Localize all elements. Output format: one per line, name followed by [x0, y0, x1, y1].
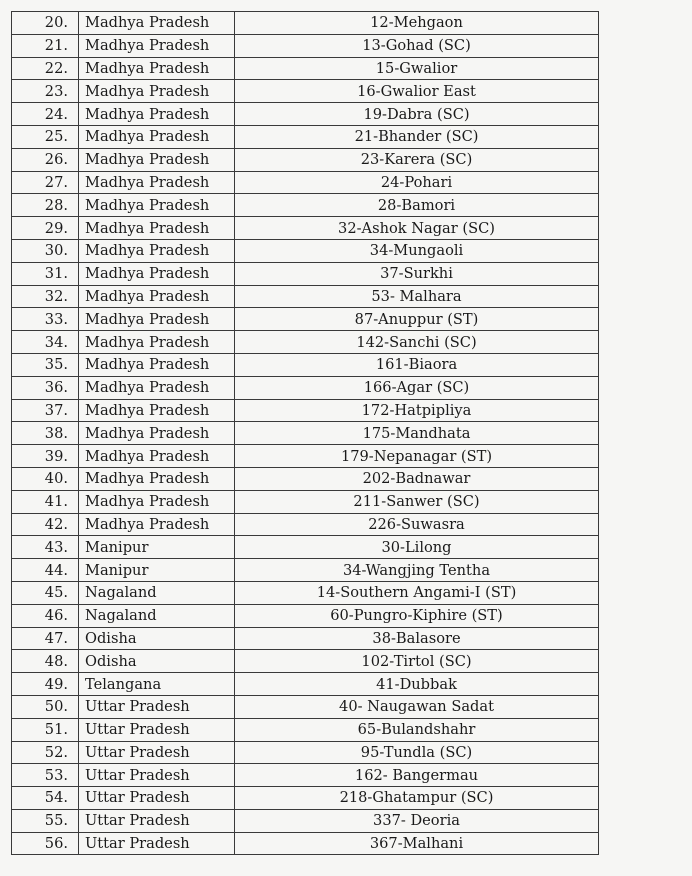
state-cell: Madhya Pradesh	[79, 103, 235, 126]
serial-number-cell: 40.	[12, 467, 79, 490]
constituency-cell: 14-Southern Angami-I (ST)	[235, 581, 599, 604]
constituency-cell: 95-Tundla (SC)	[235, 741, 599, 764]
serial-number-cell: 29.	[12, 217, 79, 240]
constituency-cell: 142-Sanchi (SC)	[235, 331, 599, 354]
constituency-cell: 24-Pohari	[235, 171, 599, 194]
table-row	[12, 695, 599, 718]
table-row	[12, 148, 599, 171]
state-cell: Madhya Pradesh	[79, 217, 235, 240]
state-cell: Madhya Pradesh	[79, 80, 235, 103]
state-cell: Madhya Pradesh	[79, 262, 235, 285]
constituency-cell: 65-Bulandshahr	[235, 718, 599, 741]
constituency-cell: 367-Malhani	[235, 832, 599, 855]
state-cell: Madhya Pradesh	[79, 125, 235, 148]
table-row	[12, 353, 599, 376]
table-row	[12, 787, 599, 810]
serial-number-cell: 20.	[12, 12, 79, 35]
constituency-cell: 175-Mandhata	[235, 422, 599, 445]
constituency-cell: 162- Bangermau	[235, 764, 599, 787]
constituency-cell: 179-Nepanagar (ST)	[235, 445, 599, 468]
state-cell: Odisha	[79, 627, 235, 650]
state-cell: Uttar Pradesh	[79, 741, 235, 764]
state-cell: Madhya Pradesh	[79, 376, 235, 399]
serial-number-cell: 35.	[12, 353, 79, 376]
table-row	[12, 581, 599, 604]
constituency-cell: 202-Badnawar	[235, 467, 599, 490]
table-row	[12, 285, 599, 308]
table-body	[12, 12, 599, 855]
table-row	[12, 57, 599, 80]
serial-number-cell: 37.	[12, 399, 79, 422]
state-cell: Madhya Pradesh	[79, 148, 235, 171]
table-row	[12, 125, 599, 148]
table-row	[12, 673, 599, 696]
serial-number-cell: 55.	[12, 809, 79, 832]
table-row	[12, 490, 599, 513]
serial-number-cell: 47.	[12, 627, 79, 650]
state-cell: Uttar Pradesh	[79, 787, 235, 810]
state-cell: Madhya Pradesh	[79, 331, 235, 354]
serial-number-cell: 54.	[12, 787, 79, 810]
constituency-cell: 60-Pungro-Kiphire (ST)	[235, 604, 599, 627]
state-cell: Madhya Pradesh	[79, 239, 235, 262]
serial-number-cell: 21.	[12, 34, 79, 57]
table-row	[12, 194, 599, 217]
state-cell: Madhya Pradesh	[79, 57, 235, 80]
serial-number-cell: 51.	[12, 718, 79, 741]
serial-number-cell: 49.	[12, 673, 79, 696]
constituency-cell: 102-Tirtol (SC)	[235, 650, 599, 673]
constituency-cell: 172-Hatpipliya	[235, 399, 599, 422]
constituency-cell: 21-Bhander (SC)	[235, 125, 599, 148]
serial-number-cell: 36.	[12, 376, 79, 399]
table-row	[12, 764, 599, 787]
state-cell: Madhya Pradesh	[79, 422, 235, 445]
table-row	[12, 103, 599, 126]
table-row	[12, 80, 599, 103]
constituency-cell: 41-Dubbak	[235, 673, 599, 696]
serial-number-cell: 30.	[12, 239, 79, 262]
state-cell: Madhya Pradesh	[79, 445, 235, 468]
serial-number-cell: 32.	[12, 285, 79, 308]
constituency-cell: 23-Karera (SC)	[235, 148, 599, 171]
serial-number-cell: 56.	[12, 832, 79, 855]
constituency-cell: 38-Balasore	[235, 627, 599, 650]
state-cell: Telangana	[79, 673, 235, 696]
constituency-cell: 211-Sanwer (SC)	[235, 490, 599, 513]
state-cell: Madhya Pradesh	[79, 12, 235, 35]
table-row	[12, 445, 599, 468]
constituency-cell: 19-Dabra (SC)	[235, 103, 599, 126]
table-row	[12, 627, 599, 650]
table-row	[12, 809, 599, 832]
constituency-cell: 166-Agar (SC)	[235, 376, 599, 399]
constituency-cell: 34-Wangjing Tentha	[235, 559, 599, 582]
serial-number-cell: 26.	[12, 148, 79, 171]
serial-number-cell: 34.	[12, 331, 79, 354]
table-row	[12, 308, 599, 331]
constituency-cell: 28-Bamori	[235, 194, 599, 217]
serial-number-cell: 44.	[12, 559, 79, 582]
constituency-cell: 15-Gwalior	[235, 57, 599, 80]
serial-number-cell: 25.	[12, 125, 79, 148]
serial-number-cell: 46.	[12, 604, 79, 627]
state-cell: Nagaland	[79, 581, 235, 604]
state-cell: Odisha	[79, 650, 235, 673]
constituency-table	[11, 11, 599, 855]
state-cell: Madhya Pradesh	[79, 194, 235, 217]
serial-number-cell: 27.	[12, 171, 79, 194]
constituency-cell: 53- Malhara	[235, 285, 599, 308]
table-row	[12, 239, 599, 262]
table-row	[12, 513, 599, 536]
constituency-cell: 218-Ghatampur (SC)	[235, 787, 599, 810]
table-row	[12, 376, 599, 399]
serial-number-cell: 50.	[12, 695, 79, 718]
constituency-cell: 87-Anuppur (ST)	[235, 308, 599, 331]
table-row	[12, 559, 599, 582]
constituency-cell: 32-Ashok Nagar (SC)	[235, 217, 599, 240]
table-row	[12, 34, 599, 57]
constituency-cell: 30-Lilong	[235, 536, 599, 559]
serial-number-cell: 22.	[12, 57, 79, 80]
table-row	[12, 262, 599, 285]
state-cell: Uttar Pradesh	[79, 764, 235, 787]
state-cell: Madhya Pradesh	[79, 513, 235, 536]
table-row	[12, 650, 599, 673]
state-cell: Nagaland	[79, 604, 235, 627]
state-cell: Madhya Pradesh	[79, 171, 235, 194]
serial-number-cell: 39.	[12, 445, 79, 468]
state-cell: Madhya Pradesh	[79, 399, 235, 422]
table-row	[12, 171, 599, 194]
serial-number-cell: 28.	[12, 194, 79, 217]
constituency-cell: 37-Surkhi	[235, 262, 599, 285]
serial-number-cell: 53.	[12, 764, 79, 787]
serial-number-cell: 38.	[12, 422, 79, 445]
table-row	[12, 604, 599, 627]
table-row	[12, 718, 599, 741]
serial-number-cell: 31.	[12, 262, 79, 285]
state-cell: Madhya Pradesh	[79, 467, 235, 490]
table-row	[12, 12, 599, 35]
constituency-cell: 12-Mehgaon	[235, 12, 599, 35]
serial-number-cell: 42.	[12, 513, 79, 536]
serial-number-cell: 52.	[12, 741, 79, 764]
table-row	[12, 467, 599, 490]
constituency-cell: 337- Deoria	[235, 809, 599, 832]
serial-number-cell: 23.	[12, 80, 79, 103]
state-cell: Uttar Pradesh	[79, 718, 235, 741]
serial-number-cell: 43.	[12, 536, 79, 559]
constituency-cell: 161-Biaora	[235, 353, 599, 376]
table-row	[12, 536, 599, 559]
serial-number-cell: 45.	[12, 581, 79, 604]
state-cell: Madhya Pradesh	[79, 34, 235, 57]
table-row	[12, 832, 599, 855]
constituency-cell: 40- Naugawan Sadat	[235, 695, 599, 718]
table-row	[12, 331, 599, 354]
constituency-cell: 16-Gwalior East	[235, 80, 599, 103]
constituency-cell: 226-Suwasra	[235, 513, 599, 536]
table-row	[12, 422, 599, 445]
table-row	[12, 741, 599, 764]
state-cell: Madhya Pradesh	[79, 308, 235, 331]
state-cell: Uttar Pradesh	[79, 809, 235, 832]
state-cell: Manipur	[79, 536, 235, 559]
state-cell: Uttar Pradesh	[79, 832, 235, 855]
serial-number-cell: 48.	[12, 650, 79, 673]
table-row	[12, 399, 599, 422]
state-cell: Madhya Pradesh	[79, 490, 235, 513]
serial-number-cell: 41.	[12, 490, 79, 513]
constituency-cell: 13-Gohad (SC)	[235, 34, 599, 57]
state-cell: Manipur	[79, 559, 235, 582]
serial-number-cell: 33.	[12, 308, 79, 331]
state-cell: Uttar Pradesh	[79, 695, 235, 718]
state-cell: Madhya Pradesh	[79, 353, 235, 376]
state-cell: Madhya Pradesh	[79, 285, 235, 308]
constituency-cell: 34-Mungaoli	[235, 239, 599, 262]
table-row	[12, 217, 599, 240]
serial-number-cell: 24.	[12, 103, 79, 126]
